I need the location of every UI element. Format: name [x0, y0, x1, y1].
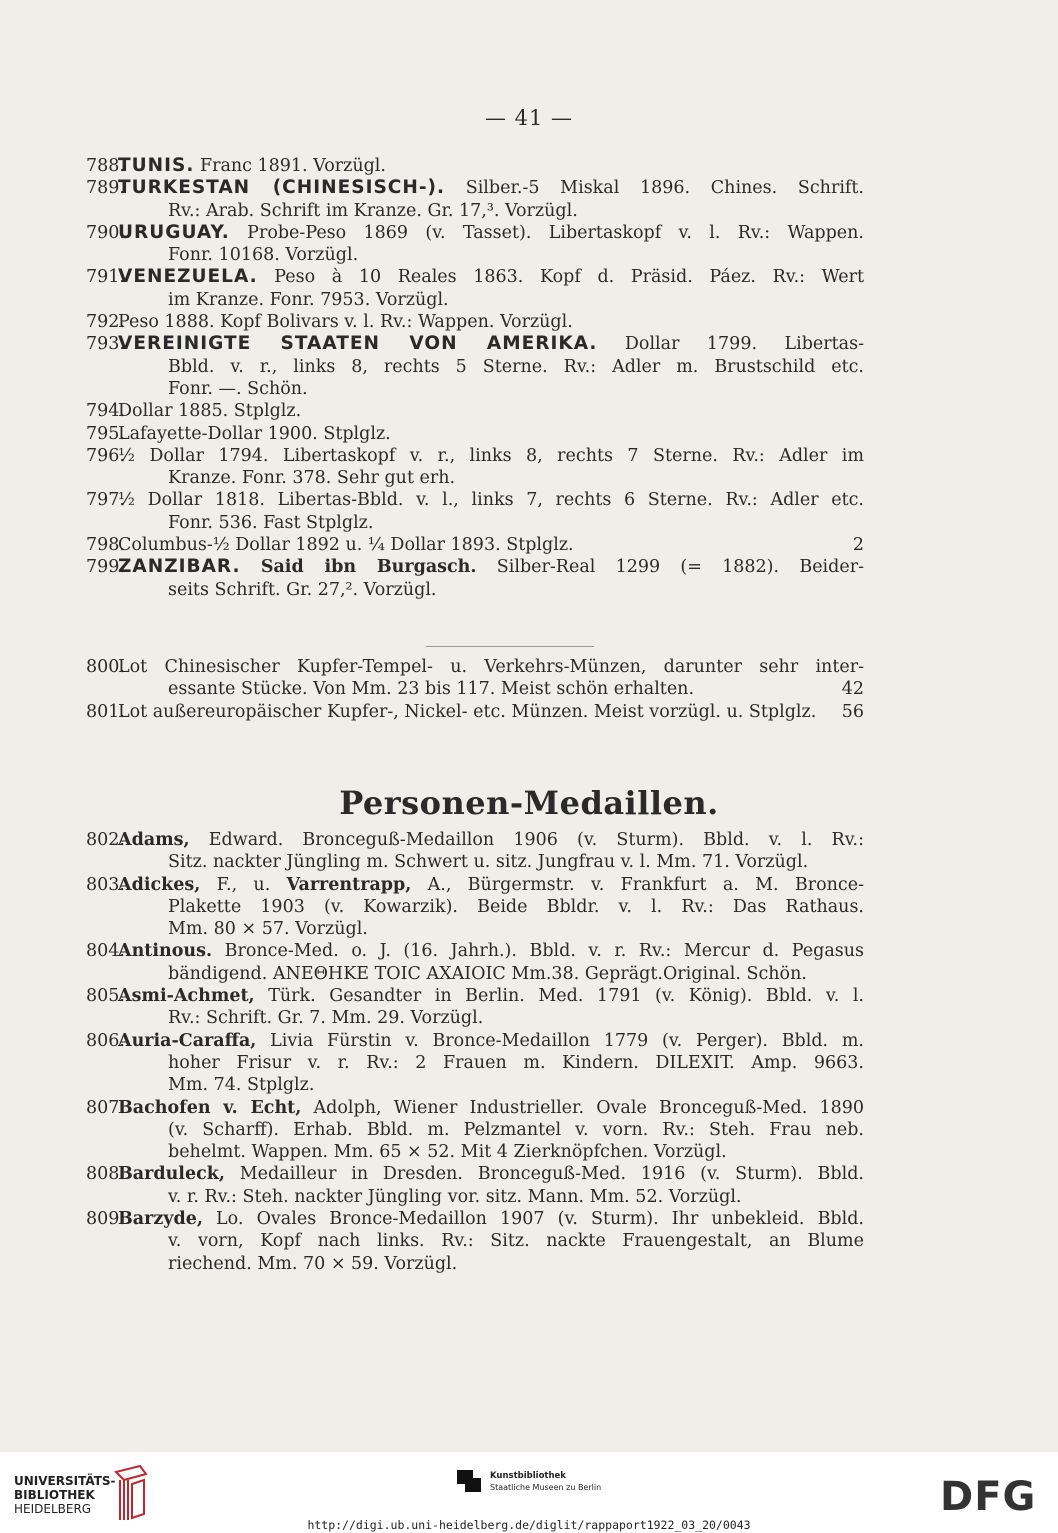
- entry-continuation-line: [118, 1253, 864, 1275]
- entry-continuation-line: [118, 1052, 864, 1074]
- entry-number: 797.: [86, 490, 125, 511]
- entry-heading-text: ZANZIBAR.: [118, 556, 241, 578]
- entry-text: Adolph, Wiener Industrieller. Ovale Bronceguß-Med. 1890: [301, 1097, 864, 1118]
- entry-number: 799.: [86, 557, 125, 578]
- entry-text: Rv.: Schrift. Gr. 7. Mm. 29. Vorzügl.: [168, 1008, 484, 1029]
- entry-number: 802.: [86, 830, 125, 850]
- entry-text: A., Bürgermstr. v. Frankfurt a. M. Bronce-: [411, 874, 864, 895]
- catalog-entry: [86, 829, 864, 874]
- entry-continuation-line: [118, 1074, 864, 1096]
- section-divider: [426, 646, 594, 647]
- entry-text: v. vorn, Kopf nach links. Rv.: Sitz. nackte Frauengestalt, an Blume: [168, 1231, 864, 1252]
- entry-text: Fonr. —. Schön.: [168, 378, 308, 399]
- source-url[interactable]: http://digi.ub.uni-heidelberg.de/diglit/rappaport1922_03_20/0043: [307, 1518, 751, 1532]
- entry-first-line: [118, 445, 864, 467]
- university-library-logo[interactable]: [14, 1464, 154, 1524]
- entry-continuation-line: [118, 356, 864, 378]
- entry-text: Peso 1888. Kopf Bolivars v. l. Rv.: Wappen. Vorzügl.: [118, 312, 573, 333]
- entry-number: 809.: [86, 1209, 125, 1230]
- catalog-entry: [86, 534, 864, 556]
- entry-continuation-line: [118, 1007, 864, 1029]
- ub-emblem-icon: [110, 1464, 150, 1522]
- entry-heading-text: Antinous.: [118, 941, 213, 962]
- entry-text: (v. Scharff). Erhab. Bbld. m. Pelzmantel v. vorn. Rv.: Steh. Frau neb.: [168, 1119, 864, 1140]
- entry-number: 804.: [86, 941, 125, 962]
- catalog-entry: [86, 445, 864, 490]
- entry-text: Rv.: Arab. Schrift im Kranze. Gr. 17,³. Vorzügl.: [168, 200, 578, 221]
- entry-text: ½ Dollar 1794. Libertaskopf v. r., links 8, rechts 7 Sterne. Rv.: Adler im: [118, 445, 864, 466]
- entry-first-line: [118, 985, 864, 1007]
- entry-continuation-line: [118, 678, 864, 700]
- entry-continuation-line: [118, 1141, 864, 1163]
- entry-first-line: [118, 1208, 864, 1230]
- entry-text: Kranze. Fonr. 378. Sehr gut erh.: [168, 468, 456, 489]
- entry-heading-text: Bachofen v. Echt,: [118, 1097, 302, 1118]
- entry-text: Peso à 10 Reales 1863. Kopf d. Präsid. Páez. Rv.: Wert: [257, 267, 864, 288]
- entry-heading-text: Barzyde,: [118, 1209, 203, 1230]
- entry-text: Mm. 80 × 57. Vorzügl.: [168, 919, 368, 940]
- entry-text: seits Schrift. Gr. 27,². Vorzügl.: [168, 579, 437, 600]
- catalog-entry: [86, 1097, 864, 1164]
- entry-heading-text: TUNIS.: [118, 155, 195, 176]
- catalog-entry: [86, 266, 864, 311]
- entries-lots: [86, 656, 864, 723]
- entry-number: 798.: [86, 535, 125, 556]
- catalog-entry: [86, 874, 864, 941]
- entry-number: 800.: [86, 657, 125, 677]
- entry-first-line: [118, 489, 864, 511]
- entry-first-line: [118, 155, 864, 177]
- catalog-entry: [86, 656, 864, 701]
- page-number: — 41 —: [484, 106, 574, 130]
- entry-text: hoher Frisur v. r. Rv.: 2 Frauen m. Kindern. DILEXIT. Amp. 9663.: [168, 1052, 864, 1073]
- entry-first-line: [118, 701, 864, 723]
- ub-line-1: UNIVERSITÄTS-: [14, 1474, 116, 1488]
- ub-logo-text: [14, 1474, 116, 1516]
- entry-first-line: [118, 874, 864, 896]
- catalog-entry: [86, 222, 864, 267]
- catalog-entry: [86, 177, 864, 222]
- entry-first-line: [118, 940, 864, 962]
- entry-text: v. r. Rv.: Steh. nackter Jüngling vor. sitz. Mann. Mm. 52. Vorzügl.: [168, 1186, 742, 1207]
- entry-text: im Kranze. Fonr. 7953. Vorzügl.: [168, 289, 449, 310]
- entry-number: 805.: [86, 986, 125, 1007]
- entry-continuation-line: [118, 918, 864, 940]
- entry-first-line: [118, 222, 864, 244]
- entry-continuation-line: [118, 851, 864, 873]
- entry-text: Bbld. v. r., links 8, rechts 5 Sterne. Rv.: Adler m. Brustschild etc.: [168, 356, 864, 377]
- entry-text: Dollar 1799. Libertas-: [597, 334, 864, 355]
- entry-price: 42: [841, 679, 864, 700]
- entry-first-line: [118, 1097, 864, 1119]
- entry-continuation-line: [118, 896, 864, 918]
- entry-continuation-line: [118, 1186, 864, 1208]
- entry-first-line: [118, 333, 864, 355]
- entry-text: Dollar 1885. Stplglz.: [118, 401, 302, 422]
- catalog-entry: [86, 423, 864, 445]
- entry-text: ½ Dollar 1818. Libertas-Bbld. v. l., links 7, rechts 6 Sterne. Rv.: Adler etc.: [118, 490, 864, 511]
- entry-text: Fonr. 536. Fast Stplglz.: [168, 512, 374, 533]
- entry-text: Türk. Gesandter in Berlin. Med. 1791 (v. König). Bbld. v. l.: [254, 986, 864, 1007]
- entry-first-line: [118, 534, 864, 556]
- catalog-entry: [86, 489, 864, 534]
- catalog-entry: [86, 701, 864, 723]
- entry-text: Probe-Peso 1869 (v. Tasset). Libertaskopf v. l. Rv.: Wappen.: [229, 222, 864, 243]
- entry-text: Fonr. 10168. Vorzügl.: [168, 245, 359, 266]
- ub-line-3: HEIDELBERG: [14, 1502, 92, 1516]
- entry-first-line: [118, 177, 864, 199]
- entry-number: 792.: [86, 312, 125, 333]
- entry-continuation-line: [118, 467, 864, 489]
- catalog-entry: [86, 155, 864, 177]
- entry-heading-text: Barduleck,: [118, 1164, 225, 1185]
- entry-text: Lot Chinesischer Kupfer-Tempel- u. Verkehrs-Münzen, darunter sehr inter-: [118, 657, 864, 677]
- entry-number: 794.: [86, 401, 125, 422]
- entry-text: riechend. Mm. 70 × 59. Vorzügl.: [168, 1253, 458, 1274]
- catalog-entry: [86, 1163, 864, 1208]
- entry-text: behelmt. Wappen. Mm. 65 × 52. Mit 4 Zierknöpfchen. Vorzügl.: [168, 1142, 727, 1163]
- entry-number: 793.: [86, 334, 125, 355]
- entry-text: Sitz. nackter Jüngling m. Schwert u. sitz. Jungfrau v. l. Mm. 71. Vorzügl.: [168, 852, 809, 873]
- catalog-entry: [86, 1208, 864, 1275]
- entry-text: Medailleur in Dresden. Bronceguß-Med. 1916 (v. Sturm). Bbld.: [224, 1164, 864, 1185]
- catalog-entry: [86, 940, 864, 985]
- catalog-entry: [86, 333, 864, 400]
- entry-heading-text: Said ibn Burgasch.: [260, 557, 477, 578]
- entry-price: 56: [841, 701, 864, 722]
- entry-number: 789.: [86, 178, 125, 199]
- entry-first-line: [118, 1163, 864, 1185]
- entry-continuation-line: [118, 1230, 864, 1252]
- entry-text: Edward. Bronceguß-Medaillon 1906 (v. Sturm). Bbld. v. l. Rv.:: [189, 830, 864, 850]
- entry-text: Columbus-½ Dollar 1892 u. ¼ Dollar 1893. Stplglz.: [118, 535, 574, 556]
- entry-number: 807.: [86, 1097, 125, 1118]
- catalog-entry: [86, 400, 864, 422]
- entry-text: Silber-Real 1299 (= 1882). Beider-: [476, 557, 864, 578]
- entry-heading-text: VENEZUELA.: [118, 266, 258, 288]
- entry-first-line: [118, 556, 864, 578]
- entries-top: [86, 155, 864, 601]
- entry-first-line: [118, 423, 864, 445]
- entry-text: Mm. 74. Stplglz.: [168, 1075, 315, 1096]
- section-heading: Personen-Medaillen.: [339, 784, 719, 822]
- entry-text: Lot außereuropäischer Kupfer-, Nickel- etc. Münzen. Meist vorzügl. u. Stplglz.: [118, 701, 817, 722]
- entry-number: 795.: [86, 423, 125, 444]
- entry-heading-text: TURKESTAN (CHINESISCH-).: [118, 177, 446, 199]
- entry-continuation-line: [118, 289, 864, 311]
- entry-first-line: [118, 311, 864, 333]
- entry-text: Franc 1891. Vorzügl.: [194, 156, 386, 176]
- entry-continuation-line: [118, 963, 864, 985]
- entry-number: 788.: [86, 156, 125, 176]
- entry-continuation-line: [118, 512, 864, 534]
- entry-number: 801.: [86, 701, 125, 722]
- entry-continuation-line: [118, 579, 864, 601]
- entry-first-line: [118, 656, 864, 678]
- entry-first-line: [118, 829, 864, 851]
- entry-continuation-line: [118, 378, 864, 400]
- entry-heading-text: Adams,: [118, 830, 190, 850]
- entry-heading-text: Asmi-Achmet,: [118, 986, 255, 1007]
- entry-text: Lo. Ovales Bronce-Medaillon 1907 (v. Sturm). Ihr unbekleid. Bbld.: [202, 1209, 864, 1230]
- entry-text: Silber.-5 Miskal 1896. Chines. Schrift.: [445, 178, 864, 199]
- entry-number: 791.: [86, 267, 125, 288]
- kunstbibliothek-text[interactable]: [490, 1470, 601, 1494]
- entry-price: 2: [852, 535, 864, 556]
- entry-heading-text: VEREINIGTE STAATEN VON AMERIKA.: [118, 333, 598, 355]
- entry-text: [241, 557, 261, 577]
- entry-number: 808.: [86, 1164, 125, 1185]
- entry-heading-text: Auria-Caraffa,: [118, 1030, 257, 1051]
- entry-text: Plakette 1903 (v. Kowarzik). Beide Bbldr. v. l. Rv.: Das Rathaus.: [168, 896, 864, 917]
- entry-heading-text: Varrentrapp,: [286, 874, 412, 895]
- entry-number: 806.: [86, 1030, 125, 1051]
- entry-first-line: [118, 1030, 864, 1052]
- entry-first-line: [118, 266, 864, 288]
- catalog-entry: [86, 985, 864, 1030]
- entry-text: Bronce-Med. o. J. (16. Jahrh.). Bbld. v. r. Rv.: Mercur d. Pegasus: [212, 941, 864, 962]
- entries-medals: [86, 829, 864, 1275]
- entry-continuation-line: [118, 244, 864, 266]
- entry-text: bändigend. ΑΝΕΘΗΚΕ ΤΟΙϹ ΑΧΑΙΟΙϹ Mm.38. Geprägt.Original. Schön.: [168, 963, 807, 984]
- kb-line-1: Kunstbibliothek: [490, 1471, 566, 1481]
- kb-line-2: Staatliche Museen zu Berlin: [490, 1483, 602, 1492]
- entry-text: Livia Fürstin v. Bronce-Medaillon 1779 (v. Perger). Bbld. m.: [256, 1030, 864, 1051]
- catalog-entry: [86, 556, 864, 601]
- entry-continuation-line: [118, 200, 864, 222]
- entry-number: 796.: [86, 445, 125, 466]
- entry-number: 790.: [86, 222, 125, 243]
- footer: [0, 1452, 1058, 1533]
- catalog-entry: [86, 311, 864, 333]
- entry-text: F., u.: [200, 874, 287, 895]
- entry-number: 803.: [86, 874, 125, 895]
- kunstbibliothek-logo-icon: [455, 1466, 483, 1494]
- entry-text: essante Stücke. Von Mm. 23 bis 117. Meist schön erhalten.: [168, 679, 695, 700]
- entry-continuation-line: [118, 1119, 864, 1141]
- entry-heading-text: Adickes,: [118, 874, 201, 895]
- ub-line-2: BIBLIOTHEK: [14, 1488, 95, 1502]
- dfg-logo[interactable]: DFG: [940, 1474, 1037, 1520]
- entry-first-line: [118, 400, 864, 422]
- entry-text: Lafayette-Dollar 1900. Stplglz.: [118, 423, 391, 444]
- entry-heading-text: URUGUAY.: [118, 221, 230, 243]
- catalog-entry: [86, 1030, 864, 1097]
